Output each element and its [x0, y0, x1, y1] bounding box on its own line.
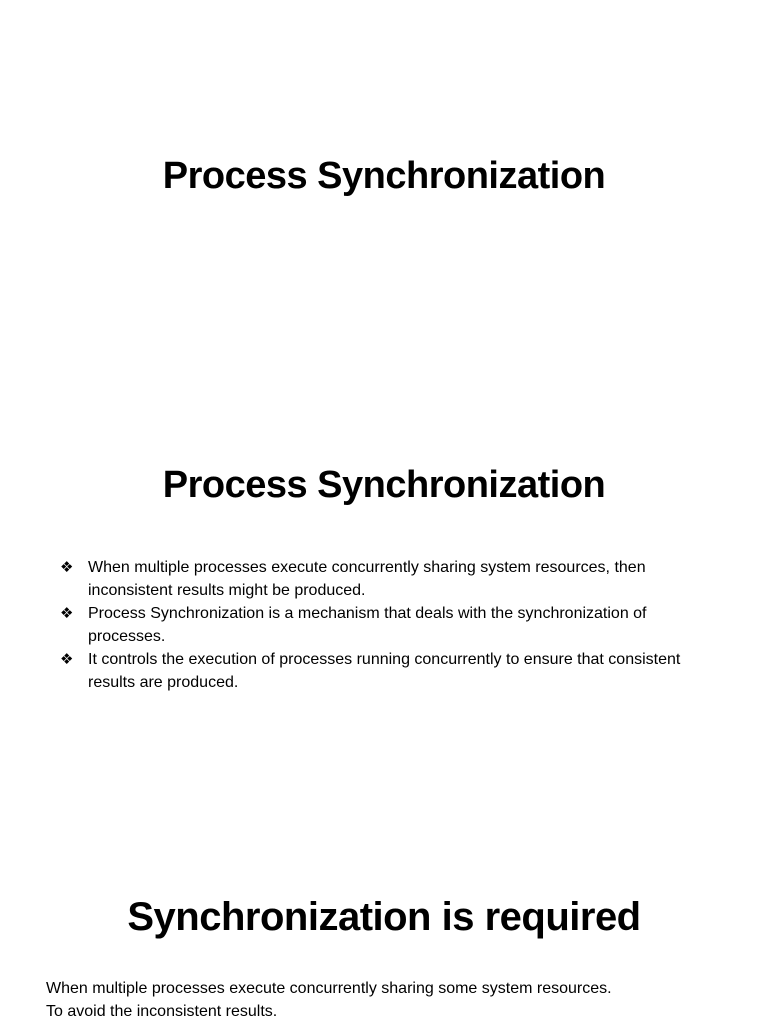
bullet-list [60, 556, 710, 694]
bullet-item [60, 602, 710, 648]
slide-bullets [0, 430, 768, 720]
slide-3-body [46, 977, 746, 1023]
slide-2-title: Process Synchronization [162, 464, 606, 506]
bullet-text: It controls the execution of processes running concurrently to ensure that consistent results are produced. [88, 651, 681, 691]
bullet-text: Process Synchronization is a mechanism that deals with the synchronization of processes. [88, 605, 647, 645]
diamond-bullet-icon: ❖ [60, 651, 74, 668]
diamond-bullet-icon: ❖ [60, 559, 74, 576]
slide-requirements [0, 860, 768, 1024]
body-line: When multiple processes execute concurrently sharing some system resources. [46, 980, 612, 997]
bullet-item [60, 556, 710, 602]
slide-1-title: Process Synchronization [162, 155, 606, 197]
bullet-text: When multiple processes execute concurrently sharing system resources, then inconsistent results might be produced. [88, 559, 646, 599]
diamond-bullet-icon: ❖ [60, 605, 74, 622]
body-line: To avoid the inconsistent results. [46, 1003, 278, 1020]
slide-3-title: Synchronization is required [127, 895, 641, 939]
bullet-item [60, 648, 710, 694]
slide-title-only [0, 0, 768, 300]
